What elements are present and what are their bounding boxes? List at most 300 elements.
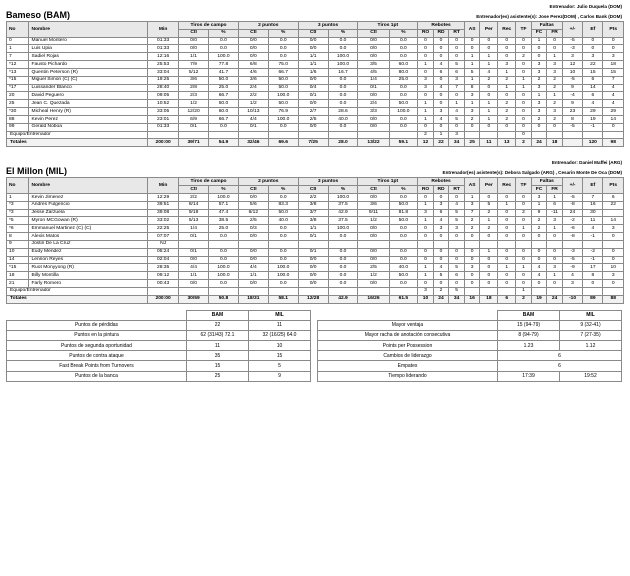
cell-p2p: 50.0 bbox=[268, 84, 298, 92]
cell-ftp: 0.0 bbox=[389, 37, 418, 45]
cell-pts: 3 bbox=[603, 53, 624, 61]
cell-fgp: 66.7 bbox=[209, 115, 239, 123]
cell-fr bbox=[547, 240, 563, 248]
cell-fgp bbox=[209, 240, 239, 248]
cell-rec: 0 bbox=[498, 225, 516, 233]
cell-as: 0 bbox=[464, 256, 480, 264]
cell-pts: 14 bbox=[603, 115, 624, 123]
total-pm: -10 bbox=[562, 295, 582, 303]
th-ef: Ef bbox=[583, 178, 603, 194]
team1-header bbox=[6, 10, 624, 20]
cell-tf: 0 bbox=[516, 45, 532, 53]
stats-value-mil: 1.12 bbox=[560, 341, 622, 351]
cell-pm: -5 bbox=[562, 256, 582, 264]
cell-p3: 3/7 bbox=[298, 209, 328, 217]
cell-fc: 1 bbox=[531, 37, 547, 45]
stats-row bbox=[7, 361, 311, 371]
total-ro: 12 bbox=[418, 139, 434, 147]
cell-fgp: 100.0 bbox=[209, 272, 239, 280]
player-number: 18 bbox=[7, 272, 29, 280]
total-min: 200:00 bbox=[148, 139, 179, 147]
table-row[interactable] bbox=[7, 37, 624, 45]
player-name[interactable]: Ruot Monyyong (R) bbox=[28, 264, 148, 272]
cell-min bbox=[148, 287, 179, 295]
cell-fc: 4 bbox=[531, 272, 547, 280]
cell-p2: 0/0 bbox=[238, 193, 268, 201]
cell-ef: 0 bbox=[583, 45, 603, 53]
th-2p-pct: % bbox=[268, 29, 298, 37]
th-group-ft: Tiros 1pt bbox=[358, 178, 418, 186]
cell-ft: 0/0 bbox=[358, 123, 389, 131]
stats-label: Mayor racha de anotación consecutiva bbox=[318, 330, 498, 340]
cell-ftp bbox=[389, 240, 418, 248]
cell-ftp: 0.0 bbox=[389, 45, 418, 53]
player-name[interactable]: Emmanuel Martinez (C) (C) bbox=[28, 225, 148, 233]
cell-rt: 5 bbox=[449, 217, 465, 225]
stats-value-bam: 17:39 bbox=[498, 371, 560, 381]
cell-rt: 0 bbox=[449, 37, 465, 45]
player-name[interactable]: Jostin De La Cruz bbox=[28, 240, 148, 248]
cell-ef: 15 bbox=[583, 68, 603, 76]
player-name[interactable]: Kevin Jimenez bbox=[28, 193, 148, 201]
cell-rec: 0 bbox=[498, 193, 516, 201]
total-as: 16 bbox=[464, 295, 480, 303]
cell-p3: 0/0 bbox=[298, 37, 328, 45]
table-row[interactable] bbox=[7, 272, 624, 280]
cell-p3: 0/0 bbox=[298, 123, 328, 131]
cell-fg: 5/13 bbox=[179, 217, 209, 225]
cell-rt: 0 bbox=[449, 256, 465, 264]
stats-label: Mayor ventaja bbox=[318, 320, 498, 330]
stats-row bbox=[7, 371, 311, 381]
cell-fg: 0/0 bbox=[179, 280, 209, 288]
cell-fc bbox=[531, 240, 547, 248]
cell-pm: 12 bbox=[562, 61, 582, 69]
cell-per: 0 bbox=[480, 45, 498, 53]
th-ef: Ef bbox=[583, 22, 603, 38]
cell-as: 3 bbox=[464, 92, 480, 100]
cell-ef: 22 bbox=[583, 61, 603, 69]
cell-rd: 6 bbox=[433, 68, 449, 76]
cell-rt: 0 bbox=[449, 92, 465, 100]
cell-p3p: 40.0 bbox=[328, 115, 358, 123]
cell-fg: 2/8 bbox=[179, 84, 209, 92]
cell-min bbox=[148, 131, 179, 139]
stats-value-bam: 15 (94-79) bbox=[498, 320, 560, 330]
player-number: 8 bbox=[7, 233, 29, 241]
cell-rd: 0 bbox=[433, 92, 449, 100]
cell-ef: 14 bbox=[583, 84, 603, 92]
stats-row bbox=[318, 320, 622, 330]
th-group-ft: Tiros 1pt bbox=[358, 22, 418, 30]
th-group-faltas: Faltas bbox=[531, 178, 562, 186]
cell-fr: 3 bbox=[547, 68, 563, 76]
table-row[interactable] bbox=[7, 264, 624, 272]
stats-value-bam: 25 bbox=[187, 371, 249, 381]
cell-ftp: 0.0 bbox=[389, 225, 418, 233]
th-3p-ci: CtI bbox=[298, 186, 328, 194]
cell-ro: 1 bbox=[418, 115, 434, 123]
player-name[interactable]: Micheal Henry (R) bbox=[28, 108, 148, 116]
cell-ro: 1 bbox=[418, 264, 434, 272]
cell-fc: 3 bbox=[531, 68, 547, 76]
player-number: 14 bbox=[7, 256, 29, 264]
cell-as: 0 bbox=[464, 45, 480, 53]
total-rd: 24 bbox=[433, 295, 449, 303]
cell-fr: -11 bbox=[547, 209, 563, 217]
cell-fg: 0/0 bbox=[179, 256, 209, 264]
player-name[interactable]: Eudy Mendez bbox=[28, 248, 148, 256]
cell-as: 0 bbox=[464, 37, 480, 45]
cell-rec: 2 bbox=[498, 100, 516, 108]
cell-ef bbox=[583, 131, 603, 139]
th-as: AS bbox=[464, 178, 480, 194]
cell-pm: 4 bbox=[562, 272, 582, 280]
cell-tf: 0 bbox=[516, 280, 532, 288]
cell-as: 0 bbox=[464, 233, 480, 241]
cell-rd: 0 bbox=[433, 53, 449, 61]
cell-ro: 0 bbox=[418, 248, 434, 256]
cell-min: 12:16 bbox=[148, 53, 179, 61]
th-group-3p: 3 puntos bbox=[298, 22, 358, 30]
cell-ro: 3 bbox=[418, 209, 434, 217]
cell-ftp: 0.0 bbox=[389, 53, 418, 61]
cell-ef bbox=[583, 287, 603, 295]
table-row[interactable] bbox=[7, 92, 624, 100]
cell-p3: 1/1 bbox=[298, 53, 328, 61]
cell-as: 1 bbox=[464, 61, 480, 69]
cell-rec: 0 bbox=[498, 45, 516, 53]
cell-pm: -3 bbox=[562, 248, 582, 256]
cell-pts: 6 bbox=[603, 193, 624, 201]
table-row[interactable] bbox=[7, 53, 624, 61]
cell-fgp: 0.0 bbox=[209, 280, 239, 288]
cell-p2: 4/6 bbox=[238, 68, 268, 76]
cell-ft: 0/0 bbox=[358, 248, 389, 256]
cell-ft: 0/0 bbox=[358, 225, 389, 233]
cell-pts: 29 bbox=[603, 108, 624, 116]
cell-ro: 0 bbox=[418, 68, 434, 76]
cell-fg: 1/1 bbox=[179, 53, 209, 61]
cell-rd: 0 bbox=[433, 37, 449, 45]
cell-fc: 0 bbox=[531, 123, 547, 131]
cell-p2: 2/4 bbox=[238, 84, 268, 92]
cell-ftp: 50.0 bbox=[389, 100, 418, 108]
player-name[interactable]: Kevin Perez bbox=[28, 115, 148, 123]
cell-min: 12:29 bbox=[148, 193, 179, 201]
cell-fgp: 0.0 bbox=[209, 37, 239, 45]
cell-pm: -9 bbox=[562, 264, 582, 272]
cell-ftp: 0.0 bbox=[389, 123, 418, 131]
cell-per: 0 bbox=[480, 233, 498, 241]
cell-min: 33:04 bbox=[148, 68, 179, 76]
cell-fr: 1 bbox=[547, 272, 563, 280]
cell-p2 bbox=[238, 131, 268, 139]
cell-rec: 2 bbox=[498, 76, 516, 84]
cell-fc: 3 bbox=[531, 100, 547, 108]
total-tf: 2 bbox=[516, 295, 532, 303]
cell-fc bbox=[531, 287, 547, 295]
total-p2: 18/31 bbox=[238, 295, 268, 303]
team-coach-row bbox=[7, 287, 624, 295]
stats-value-bam: 35 bbox=[187, 351, 249, 361]
cell-as: 2 bbox=[464, 115, 480, 123]
cell-per bbox=[480, 240, 498, 248]
cell-p2: 2/2 bbox=[238, 92, 268, 100]
team2-boxscore-table bbox=[6, 177, 624, 303]
player-name[interactable]: David Peguero bbox=[28, 92, 148, 100]
cell-p3: 1/1 bbox=[298, 225, 328, 233]
cell-ftp bbox=[389, 131, 418, 139]
table-row[interactable] bbox=[7, 123, 624, 131]
total-fg: 39/71 bbox=[179, 139, 209, 147]
player-name[interactable]: Farly Romero bbox=[28, 280, 148, 288]
cell-fc: 2 bbox=[531, 217, 547, 225]
cell-rec: 3 bbox=[498, 61, 516, 69]
cell-min: 22:25 bbox=[148, 225, 179, 233]
stats-header-team: MIL bbox=[560, 310, 622, 320]
cell-ef: 17 bbox=[583, 264, 603, 272]
player-name[interactable]: Myron MCGowan (R) bbox=[28, 217, 148, 225]
cell-fgp: 0.0 bbox=[209, 45, 239, 53]
cell-pm: 9 bbox=[562, 100, 582, 108]
cell-rt: 5 bbox=[449, 61, 465, 69]
cell-tf: 0 bbox=[516, 233, 532, 241]
th-rd: RD bbox=[433, 29, 449, 37]
table-row[interactable] bbox=[7, 233, 624, 241]
cell-pm: 3 bbox=[562, 280, 582, 288]
cell-tf: 0 bbox=[516, 100, 532, 108]
team1-assistants: Entrenador(es) asistente(s): Jose Perez(DOM) , Carlos Bank (DOM) bbox=[476, 14, 622, 19]
cell-fc: 2 bbox=[531, 115, 547, 123]
th-rd: RD bbox=[433, 186, 449, 194]
cell-ft: 0/0 bbox=[358, 280, 389, 288]
cell-ftp: 0.0 bbox=[389, 256, 418, 264]
player-number: *5 bbox=[7, 217, 29, 225]
table-row[interactable] bbox=[7, 115, 624, 123]
stats-value-mil: 19:52 bbox=[560, 371, 622, 381]
stats-value-shared: 6 bbox=[498, 351, 622, 361]
cell-ft: 0/0 bbox=[358, 115, 389, 123]
cell-pts: 3 bbox=[603, 225, 624, 233]
total-fg: 30/59 bbox=[179, 295, 209, 303]
cell-rec: 1 bbox=[498, 68, 516, 76]
cell-rt: 0 bbox=[449, 193, 465, 201]
cell-pm: 9 bbox=[562, 84, 582, 92]
table-row[interactable] bbox=[7, 280, 624, 288]
cell-p3: 0/0 bbox=[298, 256, 328, 264]
cell-fgp: 25.0 bbox=[209, 225, 239, 233]
cell-p2p: 76.9 bbox=[268, 108, 298, 116]
cell-p2p: 0.0 bbox=[268, 45, 298, 53]
cell-p3p bbox=[328, 287, 358, 295]
cell-ef: 0 bbox=[583, 280, 603, 288]
table-row[interactable] bbox=[7, 225, 624, 233]
table-row[interactable] bbox=[7, 240, 624, 248]
table-row[interactable] bbox=[7, 108, 624, 116]
cell-p2: 0/0 bbox=[238, 248, 268, 256]
player-name[interactable]: Jean C. Quezada bbox=[28, 100, 148, 108]
cell-p3: 0/0 bbox=[298, 76, 328, 84]
player-name[interactable]: Lennon Reyes bbox=[28, 256, 148, 264]
cell-p3p: 16.7 bbox=[328, 68, 358, 76]
player-number: *15 bbox=[7, 264, 29, 272]
cell-fr: 2 bbox=[547, 76, 563, 84]
player-name[interactable]: Gerald Noboa bbox=[28, 123, 148, 131]
player-number: *15 bbox=[7, 76, 29, 84]
team1-coach: Entrenador: Julio Duquela (DOM) bbox=[549, 4, 622, 9]
table-row[interactable] bbox=[7, 61, 624, 69]
player-name[interactable]: Alexis Matos bbox=[28, 233, 148, 241]
cell-fgp: 38.5 bbox=[209, 217, 239, 225]
cell-pts: 0 bbox=[603, 233, 624, 241]
stats-row bbox=[7, 341, 311, 351]
player-name[interactable]: Luis Upia bbox=[28, 45, 148, 53]
cell-per: 2 bbox=[480, 76, 498, 84]
cell-pm bbox=[562, 240, 582, 248]
cell-ftp: 100.0 bbox=[389, 108, 418, 116]
cell-rd: 1 bbox=[433, 131, 449, 139]
cell-rd: 4 bbox=[433, 84, 449, 92]
player-number: *6 bbox=[7, 225, 29, 233]
cell-p3: 0/0 bbox=[298, 280, 328, 288]
cell-min: 02:04 bbox=[148, 256, 179, 264]
table-row[interactable] bbox=[7, 248, 624, 256]
cell-ro: 1 bbox=[418, 201, 434, 209]
cell-p2p: 50.0 bbox=[268, 76, 298, 84]
stats-value-mil: 9 (32-41) bbox=[560, 320, 622, 330]
player-name[interactable]: Miguel Simon (C) (C) bbox=[28, 76, 148, 84]
total-fr: 18 bbox=[547, 139, 563, 147]
stats-label: Puntos de la banca bbox=[7, 371, 187, 381]
cell-pts: 22 bbox=[603, 201, 624, 209]
table-row[interactable] bbox=[7, 100, 624, 108]
table-row[interactable] bbox=[7, 84, 624, 92]
cell-per bbox=[480, 131, 498, 139]
cell-fc: 0 bbox=[531, 45, 547, 53]
table-row[interactable] bbox=[7, 201, 624, 209]
player-name[interactable]: Billy Montilla bbox=[28, 272, 148, 280]
table-row[interactable] bbox=[7, 45, 624, 53]
cell-ro: 2 bbox=[418, 131, 434, 139]
cell-fr: 3 bbox=[547, 264, 563, 272]
th-group-2p: 2 puntos bbox=[238, 178, 298, 186]
cell-ro bbox=[418, 240, 434, 248]
th-fc: FC bbox=[531, 186, 547, 194]
cell-fr: 3 bbox=[547, 108, 563, 116]
cell-rd: 4 bbox=[433, 61, 449, 69]
stats-value-bam: 1.23 bbox=[498, 341, 560, 351]
th-group-fg: Tiros de campo bbox=[179, 178, 239, 186]
cell-p3 bbox=[298, 287, 328, 295]
player-name[interactable]: Jesse Zarzuela bbox=[28, 209, 148, 217]
cell-fr: 1 bbox=[547, 53, 563, 61]
table-row[interactable] bbox=[7, 68, 624, 76]
cell-ftp: 81.8 bbox=[389, 209, 418, 217]
table-row[interactable] bbox=[7, 76, 624, 84]
player-name[interactable]: Manuel Montero bbox=[28, 37, 148, 45]
cell-rt: 0 bbox=[449, 233, 465, 241]
player-name[interactable]: Andres Fulgencio bbox=[28, 201, 148, 209]
team1-boxscore-table bbox=[6, 21, 624, 147]
cell-p3p bbox=[328, 240, 358, 248]
player-number: *13 bbox=[7, 68, 29, 76]
cell-rt: 0 bbox=[449, 248, 465, 256]
cell-p2: 4/4 bbox=[238, 115, 268, 123]
cell-per: 1 bbox=[480, 61, 498, 69]
cell-p2p: 75.0 bbox=[268, 61, 298, 69]
cell-rt: 0 bbox=[449, 280, 465, 288]
th-per: Per bbox=[480, 178, 498, 194]
cell-pm bbox=[562, 131, 582, 139]
total-p3p: 42.9 bbox=[328, 295, 358, 303]
cell-tf: 0 bbox=[516, 68, 532, 76]
cell-rec: 0 bbox=[498, 209, 516, 217]
cell-p2: 0/1 bbox=[238, 123, 268, 131]
table-row[interactable] bbox=[7, 217, 624, 225]
cell-fgp: 77.8 bbox=[209, 61, 239, 69]
cell-per: 1 bbox=[480, 108, 498, 116]
th-pts: Pts bbox=[603, 178, 624, 194]
player-name[interactable]: Luissander Blanco bbox=[28, 84, 148, 92]
cell-fc: 0 bbox=[531, 233, 547, 241]
cell-ftp: 0.0 bbox=[389, 193, 418, 201]
table-row[interactable] bbox=[7, 256, 624, 264]
th-as: AS bbox=[464, 22, 480, 38]
cell-ro: 0 bbox=[418, 45, 434, 53]
cell-ft: 2/5 bbox=[358, 264, 389, 272]
cell-p3p bbox=[328, 131, 358, 139]
cell-rec: 1 bbox=[498, 264, 516, 272]
player-number: 25 bbox=[7, 100, 29, 108]
table-row[interactable] bbox=[7, 209, 624, 217]
player-name[interactable]: Sadiel Rojas bbox=[28, 53, 148, 61]
total-ftp: 61.5 bbox=[389, 295, 418, 303]
cell-per: 1 bbox=[480, 115, 498, 123]
cell-tf: 2 bbox=[516, 209, 532, 217]
cell-pm: 23 bbox=[562, 108, 582, 116]
cell-p2: 5/6 bbox=[238, 201, 268, 209]
cell-as: 0 bbox=[464, 272, 480, 280]
th-min: Min bbox=[148, 22, 179, 38]
cell-ef: -1 bbox=[583, 123, 603, 131]
cell-fgp: 50.0 bbox=[209, 76, 239, 84]
cell-p3p: 0.0 bbox=[328, 84, 358, 92]
cell-rt: 1 bbox=[449, 100, 465, 108]
table-row[interactable] bbox=[7, 193, 624, 201]
cell-ef: 16 bbox=[583, 201, 603, 209]
stats-row bbox=[318, 371, 622, 381]
cell-fr: 1 bbox=[547, 92, 563, 100]
player-name[interactable]: Quentin Peterson (R) bbox=[28, 68, 148, 76]
cell-pm: -6 bbox=[562, 225, 582, 233]
cell-p3: 0/1 bbox=[298, 248, 328, 256]
cell-p3: 0/1 bbox=[298, 92, 328, 100]
cell-min: 01:33 bbox=[148, 37, 179, 45]
stats-row bbox=[318, 341, 622, 351]
stats-label: Puntos de contra ataque bbox=[7, 351, 187, 361]
cell-fgp: 66.7 bbox=[209, 92, 239, 100]
cell-pm: -8 bbox=[562, 233, 582, 241]
cell-fg: 1/2 bbox=[179, 100, 209, 108]
cell-pts: 14 bbox=[603, 217, 624, 225]
player-number: 99 bbox=[7, 123, 29, 131]
th-3p-pct: % bbox=[328, 29, 358, 37]
cell-rec: 0 bbox=[498, 37, 516, 45]
player-name[interactable]: Fausto Pichardo bbox=[28, 61, 148, 69]
player-number: *3 bbox=[7, 209, 29, 217]
th-group-2p: 2 puntos bbox=[238, 22, 298, 30]
